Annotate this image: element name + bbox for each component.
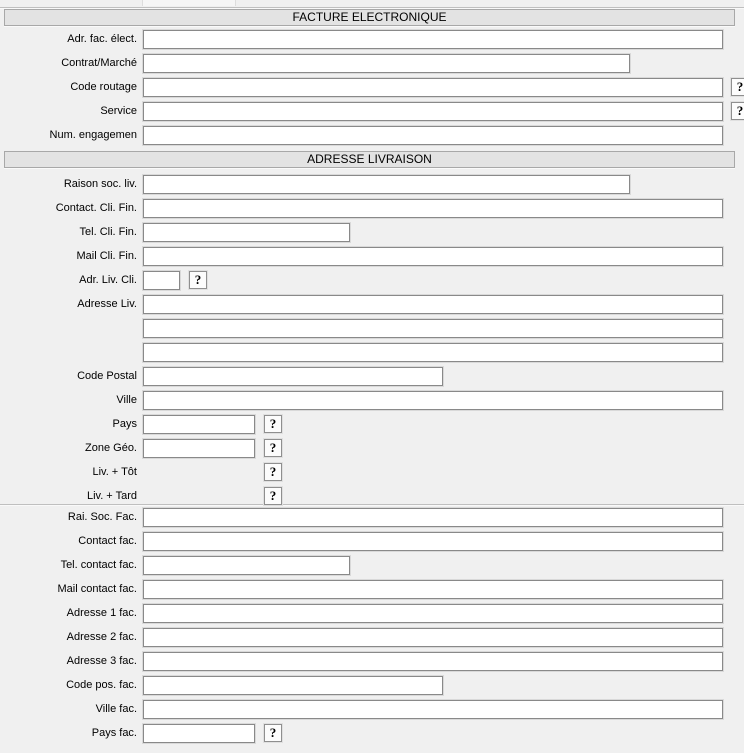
- service-label: Service: [100, 105, 137, 117]
- adresse-1-fac-label: Adresse 1 fac.: [66, 607, 137, 619]
- mail-contact-fac-input[interactable]: [143, 580, 723, 599]
- section-header-facture-electronique: FACTURE ELECTRONIQUE: [4, 9, 735, 26]
- contact-fac-label: Contact fac.: [78, 535, 137, 547]
- rai-soc-fac-input[interactable]: [143, 508, 723, 527]
- liv-plus-tard-help-button[interactable]: ?: [264, 487, 282, 505]
- adr-liv-cli-help-button[interactable]: ?: [189, 271, 207, 289]
- liv-plus-tot-help-button[interactable]: ?: [264, 463, 282, 481]
- code-routage-input[interactable]: [143, 78, 723, 97]
- mail-cli-fin-label: Mail Cli. Fin.: [76, 250, 137, 262]
- code-routage-label: Code routage: [70, 81, 137, 93]
- tel-contact-fac-input[interactable]: [143, 556, 350, 575]
- pays-fac-input[interactable]: [143, 724, 255, 743]
- adresse-liv-3-input[interactable]: [143, 343, 723, 362]
- rai-soc-fac-label: Rai. Soc. Fac.: [67, 511, 137, 523]
- contact-cli-fin-label: Contact. Cli. Fin.: [55, 202, 137, 214]
- clipped-field-remnant: [142, 0, 236, 6]
- adr-liv-cli-input[interactable]: [143, 271, 180, 290]
- section-header-adresse-livraison: ADRESSE LIVRAISON: [4, 151, 735, 168]
- zone-geo-input[interactable]: [143, 439, 255, 458]
- ville-label: Ville: [116, 394, 137, 406]
- code-postal-input[interactable]: [143, 367, 443, 386]
- pays-fac-help-button[interactable]: ?: [264, 724, 282, 742]
- liv-plus-tard-label: Liv. + Tard: [86, 490, 137, 502]
- service-input[interactable]: [143, 102, 723, 121]
- adresse-liv-2-input[interactable]: [143, 319, 723, 338]
- adresse-3-fac-input[interactable]: [143, 652, 723, 671]
- adr-liv-cli-label: Adr. Liv. Cli.: [79, 274, 137, 286]
- ville-fac-input[interactable]: [143, 700, 723, 719]
- adr-fac-elect-input[interactable]: [143, 30, 723, 49]
- liv-plus-tot-label: Liv. + Tôt: [92, 466, 137, 478]
- mail-contact-fac-label: Mail contact fac.: [57, 583, 137, 595]
- contrat-marche-input[interactable]: [143, 54, 630, 73]
- code-routage-help-button[interactable]: ?: [731, 78, 744, 96]
- ville-fac-label: Ville fac.: [95, 703, 137, 715]
- raison-soc-liv-label: Raison soc. liv.: [63, 178, 137, 190]
- adresse-liv-1-input[interactable]: [143, 295, 723, 314]
- code-pos-fac-input[interactable]: [143, 676, 443, 695]
- contact-cli-fin-input[interactable]: [143, 199, 723, 218]
- zone-geo-label: Zone Géo.: [85, 442, 137, 454]
- pays-label: Pays: [112, 418, 137, 430]
- code-postal-label: Code Postal: [77, 370, 137, 382]
- code-pos-fac-label: Code pos. fac.: [66, 679, 137, 691]
- num-engagement-input[interactable]: [143, 126, 723, 145]
- adresse-2-fac-label: Adresse 2 fac.: [66, 631, 137, 643]
- service-help-button[interactable]: ?: [731, 102, 744, 120]
- mail-cli-fin-input[interactable]: [143, 247, 723, 266]
- num-engagement-label: Num. engagemen: [49, 129, 137, 141]
- tel-contact-fac-label: Tel. contact fac.: [60, 559, 137, 571]
- ville-input[interactable]: [143, 391, 723, 410]
- tel-cli-fin-label: Tel. Cli. Fin.: [79, 226, 137, 238]
- tel-cli-fin-input[interactable]: [143, 223, 350, 242]
- adresse-liv-1-label: Adresse Liv.: [77, 298, 137, 310]
- adresse-1-fac-input[interactable]: [143, 604, 723, 623]
- adr-fac-elect-label: Adr. fac. élect.: [67, 33, 137, 45]
- pays-input[interactable]: [143, 415, 255, 434]
- zone-geo-help-button[interactable]: ?: [264, 439, 282, 457]
- raison-soc-liv-input[interactable]: [143, 175, 630, 194]
- pays-help-button[interactable]: ?: [264, 415, 282, 433]
- contact-fac-input[interactable]: [143, 532, 723, 551]
- adresse-2-fac-input[interactable]: [143, 628, 723, 647]
- contrat-marche-label: Contrat/Marché: [61, 57, 137, 69]
- pays-fac-label: Pays fac.: [91, 727, 137, 739]
- adresse-3-fac-label: Adresse 3 fac.: [66, 655, 137, 667]
